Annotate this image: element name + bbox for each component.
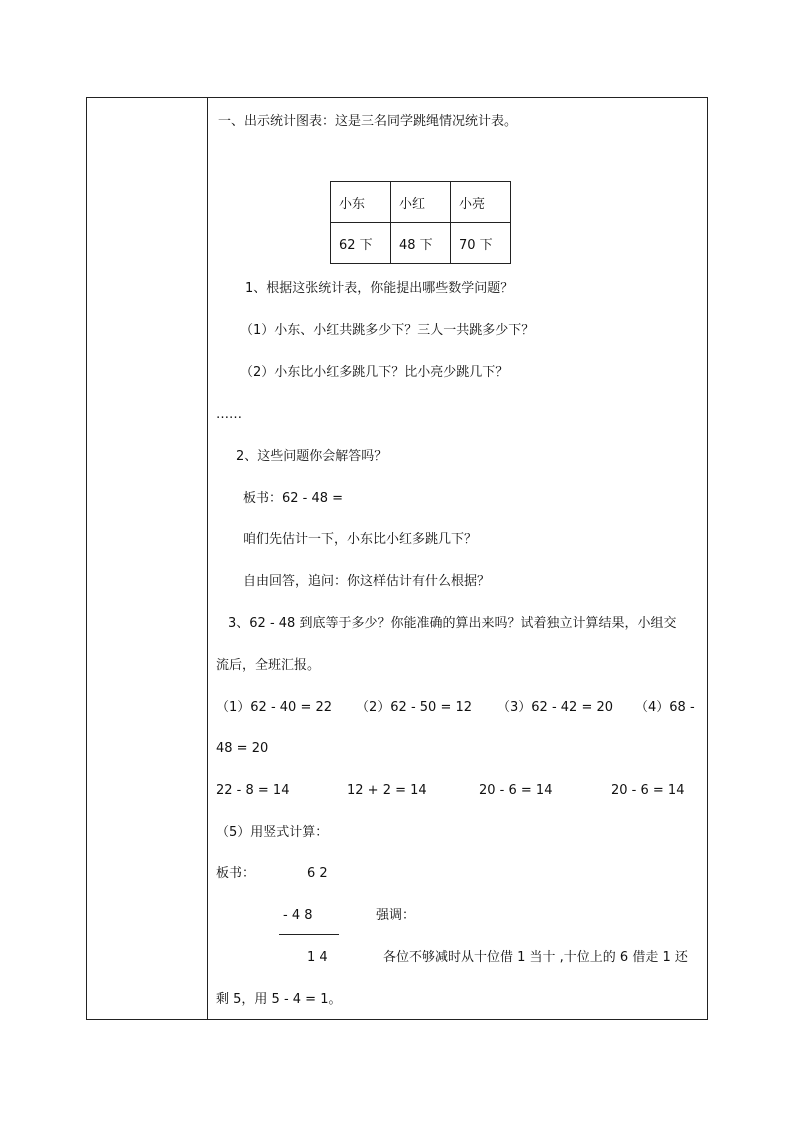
- lesson-table: [86, 97, 708, 1020]
- estimate-prompt: 咱们先估计一下，小东比小红多跳几下？: [243, 532, 478, 547]
- ellipsis-text: ……: [216, 407, 242, 422]
- stats-count-cell: 70 下: [451, 223, 511, 264]
- emphasis-line-1: 各位不够减时从十位借 1 当十 ,十位上的 6 借走 1 还: [383, 950, 688, 965]
- method-4-step: 20 - 6 = 14: [611, 783, 685, 798]
- emphasis-line-2: 剩 5，用 5 - 4 = 1。: [216, 992, 342, 1007]
- follow-up-question: 自由回答，追问：你这样估计有什么根据？: [243, 574, 491, 589]
- method-3-step: 20 - 6 = 14: [479, 783, 553, 798]
- question-1-part-2: （2）小东比小红多跳几下？比小亮少跳几下？: [240, 365, 509, 380]
- vertical-calc-rule: [279, 934, 339, 935]
- stats-count-row: [331, 223, 511, 264]
- emphasis-label: 强调：: [376, 908, 416, 923]
- stats-count-cell: 62 下: [331, 223, 391, 264]
- jump-rope-stats-table: [330, 181, 511, 264]
- question-1: 1、根据这张统计表，你能提出哪些数学问题？: [245, 281, 514, 296]
- method-4: （4）68 -: [635, 700, 695, 715]
- question-1-part-1: （1）小东、小红共跳多少下？三人一共跳多少下？: [240, 323, 535, 338]
- method-2-step: 12 + 2 = 14: [347, 783, 427, 798]
- left-column-cell: [87, 98, 208, 1019]
- vertical-minuend: 6 2: [307, 866, 328, 881]
- stats-name-cell: 小亮: [451, 182, 511, 223]
- vertical-calc-label: （5）用竖式计算：: [216, 825, 329, 840]
- board-writing-2-label: 板书：: [216, 866, 256, 881]
- method-4-continued: 48 = 20: [216, 741, 269, 756]
- question-3-line-1: 3、62 - 48 到底等于多少？你能准确的算出来吗？试着独立计算结果，小组交: [228, 616, 677, 631]
- question-2: 2、这些问题你会解答吗？: [236, 449, 388, 464]
- question-3-line-2: 流后，全班汇报。: [216, 658, 321, 673]
- method-3: （3）62 - 42 = 20: [497, 700, 614, 715]
- stats-name-cell: 小红: [391, 182, 451, 223]
- method-2: （2）62 - 50 = 12: [356, 700, 473, 715]
- vertical-result: 1 4: [307, 950, 328, 965]
- section-heading: 一、出示统计图表：这是三名同学跳绳情况统计表。: [218, 114, 518, 129]
- method-1-step: 22 - 8 = 14: [216, 783, 290, 798]
- board-writing-1: 板书：62 - 48 =: [243, 491, 344, 506]
- method-1: （1）62 - 40 = 22: [216, 700, 333, 715]
- vertical-subtrahend: - 4 8: [283, 908, 313, 923]
- stats-name-row: [331, 182, 511, 223]
- stats-name-cell: 小东: [331, 182, 391, 223]
- stats-count-cell: 48 下: [391, 223, 451, 264]
